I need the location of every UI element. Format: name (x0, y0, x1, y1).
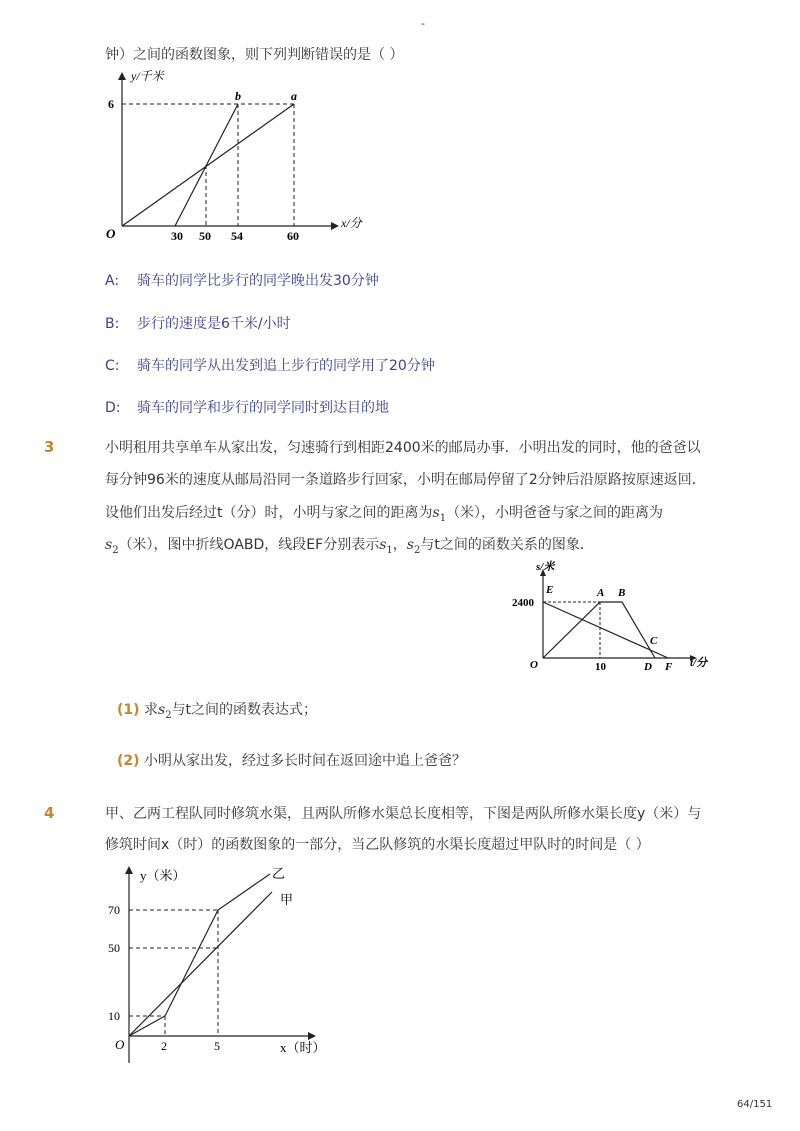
option-c-text: 骑车的同学从出发到追上步行的同学用了20分钟 (137, 358, 435, 374)
header-mark: - (421, 17, 425, 30)
sub-2-number: (2) (117, 753, 140, 769)
x-axis-arrow (331, 222, 339, 230)
x-tick-54: 54 (231, 229, 243, 243)
s1-symbol: $s_1$ (432, 505, 447, 524)
line-oabd (543, 602, 655, 658)
option-b[interactable] (105, 313, 291, 333)
option-b-label: B: (105, 316, 120, 332)
y-tick-70: 70 (108, 903, 120, 917)
option-a-label: A: (105, 273, 120, 289)
point-b-label: b (235, 89, 241, 103)
x-tick-30: 30 (171, 229, 183, 243)
line-yi-label: 乙 (272, 866, 286, 881)
question-3-sub-1: (1) 求$s_2$与t之间的函数表达式； (117, 702, 318, 721)
question-3-sub-2: (2) 小明从家出发，经过多长时间在返回途中追上爸爸？ (117, 753, 466, 769)
sub-1-number: (1) (117, 702, 140, 718)
x-tick-5: 5 (214, 1039, 220, 1053)
option-b-text: 步行的速度是6千米/小时 (137, 316, 291, 332)
point-a-label: a (291, 89, 297, 103)
point-a-label: A (597, 587, 605, 599)
question-4-number: 4 (44, 804, 55, 822)
point-d-label: D (644, 661, 652, 673)
y-tick-2400: 2400 (512, 597, 534, 609)
line-ef (543, 602, 668, 658)
question-3-number: 3 (44, 438, 55, 456)
point-c-label: C (650, 635, 658, 647)
q4-graph (100, 858, 340, 1068)
y-tick-50: 50 (108, 941, 120, 955)
option-d[interactable] (105, 397, 389, 417)
line-yi (129, 874, 270, 1036)
y-axis-label: s/米 (536, 561, 555, 573)
x-tick-2: 2 (161, 1039, 167, 1053)
question-3-line-1: 小明租用共享单车从家出发，匀速骑行到相距2400米的邮局办事．小明出发的同时，他的爸爸以 (105, 440, 701, 456)
x-axis-label: t/分 (690, 657, 708, 669)
q3-graph (510, 556, 720, 676)
option-c-label: C: (105, 358, 120, 374)
y-tick-10: 10 (108, 1009, 120, 1023)
origin-label: O (106, 226, 116, 241)
x-tick-50: 50 (199, 229, 211, 243)
y-axis-arrow (125, 866, 133, 874)
point-e-label: E (546, 584, 554, 596)
option-c[interactable] (105, 355, 435, 375)
x-axis-label: x/分 (341, 216, 362, 230)
s2-symbol: $s_2$ (105, 537, 119, 556)
point-f-label: F (665, 661, 673, 673)
question-3-line-3: 设他们出发后经过t（分）时，小明与家之间的距离为$s_1$（米），小明爸爸与家之间的距离为 (105, 505, 664, 524)
option-d-text: 骑车的同学和步行的同学同时到达目的地 (137, 400, 389, 416)
question-3-line-2: 每分钟96米的速度从邮局沿同一条道路步行回家，小明在邮局停留了2分钟后沿原路按原速返回． (105, 472, 706, 488)
y-axis-arrow (118, 72, 126, 80)
y-tick-6: 6 (108, 97, 114, 111)
page-number: 64/151 (737, 1099, 773, 1110)
point-b-label: B (618, 587, 626, 599)
origin-label: O (115, 1037, 125, 1052)
line-jia-label: 甲 (280, 892, 294, 907)
x-tick-60: 60 (287, 229, 299, 243)
x-axis-arrow (308, 1032, 316, 1040)
line-jia (129, 892, 272, 1036)
option-d-label: D: (105, 400, 121, 416)
option-a-text: 骑车的同学比步行的同学晚出发30分钟 (137, 273, 379, 289)
question-3-line-4: $s_2$（米），图中折线OABD，线段EF分别表示$s_1$，$s_2$与t之间的函数关系的图象． (105, 537, 594, 556)
y-axis-label: y（米） (140, 868, 186, 883)
question-4-line-2: 修筑时间x（时）的函数图象的一部分，当乙队修筑的水渠长度超过甲队时的时间是（ ） (105, 837, 650, 853)
question-2-stem: 钟）之间的函数图象，则下列判断错误的是（ ） (105, 47, 404, 63)
q2-graph (95, 68, 375, 248)
x-tick-10: 10 (595, 661, 606, 673)
question-4-line-1: 甲、乙两工程队同时修筑水渠，且两队所修水渠总长度相等，下图是两队所修水渠长度y（米）与 (105, 806, 702, 822)
x-axis-label: x（时） (280, 1040, 326, 1055)
y-axis-label: y/千米 (131, 69, 164, 83)
line-a-walker (122, 104, 294, 226)
origin-label: O (530, 659, 538, 671)
option-a[interactable] (105, 270, 379, 290)
